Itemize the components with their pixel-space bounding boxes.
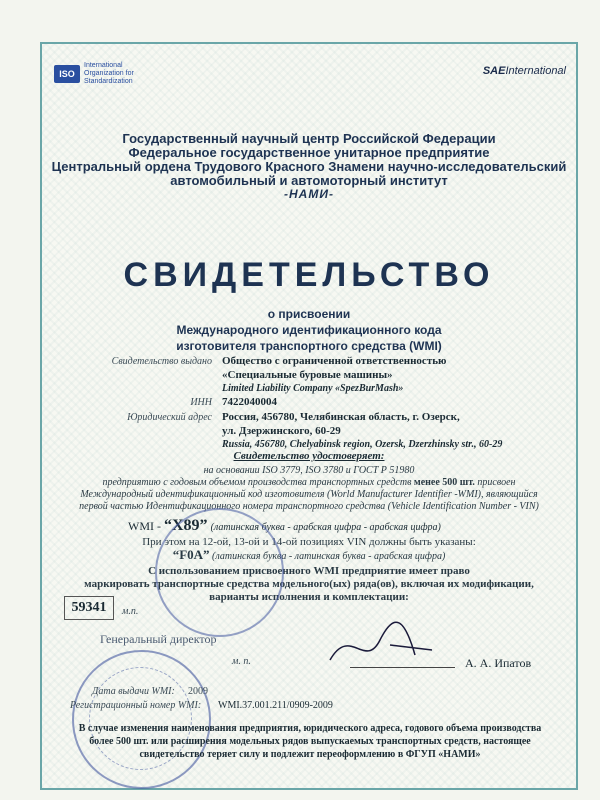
issued-to-ru-2: «Специальные буровые машины»: [222, 369, 393, 381]
reg-number: WMI.37.001.211/0909-2009: [218, 700, 333, 711]
volume-limit: менее 500 шт.: [413, 477, 475, 488]
director-name: А. А. Ипатов: [465, 656, 532, 670]
iso-mark: ISO: [54, 65, 80, 83]
footer-note: [60, 722, 560, 761]
inn-label: ИНН: [190, 397, 212, 408]
mp-small: м.п.: [122, 606, 139, 617]
director-label: Генеральный директор: [100, 632, 217, 646]
footer-line-2: более 500 шт. или расширения модельных рядов выпускаемых транспортных средств, настоящее: [89, 736, 531, 747]
round-stamp: [155, 508, 284, 637]
sae-word: International: [505, 65, 566, 77]
subtitle-line-3: изготовителя транспортного средства (WMI): [176, 339, 442, 353]
sae-logo: [483, 65, 566, 77]
header-line-1: Государственный научный центр Российской Федерации: [122, 131, 496, 146]
certificate-title: СВИДЕТЕЛЬСТВО: [123, 256, 495, 294]
footer-line-3: свидетельство теряет силу и подлежит переоформлению в ФГУП «НАМИ»: [139, 749, 481, 760]
sae-brand: SAE: [482, 65, 506, 77]
nami-label: -НАМИ-: [284, 187, 334, 201]
signature-mark: [320, 615, 440, 675]
header-line-4: автомобильный и автомоторный институт: [170, 173, 448, 188]
certifies-line-3: Международный идентификационный код изготовителя (World Manufacturer Identifier -WMI), являющийся: [80, 489, 538, 500]
issued-to-label: Свидетельство выдано: [111, 356, 212, 367]
mp-label: м. п.: [232, 656, 251, 667]
address-ru-1: Россия, 456780, Челябинская область, г. Озерск,: [222, 411, 460, 423]
signature-line: [350, 667, 455, 668]
header-line-3: Центральный ордена Трудового Красного Знамени научно-исследовательский: [51, 159, 567, 174]
certifies-line-4: первой частью Идентификационного номера транспортного средства (Vehicle Identification Number - VIN): [79, 501, 539, 512]
address-ru-2: ул. Дзержинского, 60-29: [222, 425, 341, 437]
date-label: Дата выдачи WMI:: [92, 686, 175, 697]
rights-line-3: варианты исполнения и комплектации:: [209, 591, 409, 603]
inn-value: 7422040004: [222, 396, 277, 408]
vin-code-desc: (латинская буква - латинская буква - арабская цифра): [212, 551, 446, 562]
reg-label: Регистрационный номер WMI:: [70, 700, 202, 711]
address-label: Юридический адрес: [127, 412, 212, 423]
certifies-line-1: на основании ISO 3779, ISO 3780 и ГОСТ Р 51980: [203, 465, 415, 476]
certifies-line-2: [40, 477, 578, 489]
rights-line-1: С использованием присвоенного WMI предприятие имеет право: [148, 565, 470, 577]
subtitle-line-2: Международного идентификационного кода: [176, 323, 442, 337]
vin-code: “F0A”: [172, 547, 210, 562]
header-line-2: Федеральное государственное унитарное предприятие: [128, 145, 490, 160]
address-en: Russia, 456780, Chelyabinsk region, Ozersk, Dzerzhinsky str., 60-29: [222, 439, 503, 450]
official-seal: [72, 650, 211, 789]
date-value: 2009: [188, 686, 208, 697]
wmi-code: “X89”: [164, 517, 208, 534]
footer-line-1: В случае изменения наименования предприятия, юридического адреса, годового объема производства: [78, 723, 542, 734]
vin-positions: При этом на 12-ой, 13-ой и 14-ой позициях VIN должны быть указаны:: [142, 536, 476, 548]
issued-to-en: Limited Liability Company «SpezBurMash»: [222, 383, 404, 394]
issued-to-ru-1: Общество с ограниченной ответственностью: [222, 355, 447, 367]
iso-text: International Organization for Standardization: [84, 62, 134, 85]
wmi-desc: (латинская буква - арабская цифра - арабская цифра): [210, 522, 441, 533]
subtitle-line-1: о присвоении: [267, 307, 351, 321]
certifies-line-2c: присвоен: [477, 477, 516, 488]
iso-logo: [54, 62, 144, 86]
rights-line-2: маркировать транспортные средства модельного(ых) ряда(ов), включая их модификации,: [84, 578, 534, 590]
certifies-line-2a: предприятию с годовым объемом производства транспортных средств: [102, 477, 412, 488]
wmi-prefix: WMI -: [128, 519, 164, 533]
certificate-number: 59341: [64, 596, 114, 620]
certifies-heading: Свидетельство удостоверяет:: [233, 450, 385, 462]
vin-code-line: [40, 549, 578, 563]
